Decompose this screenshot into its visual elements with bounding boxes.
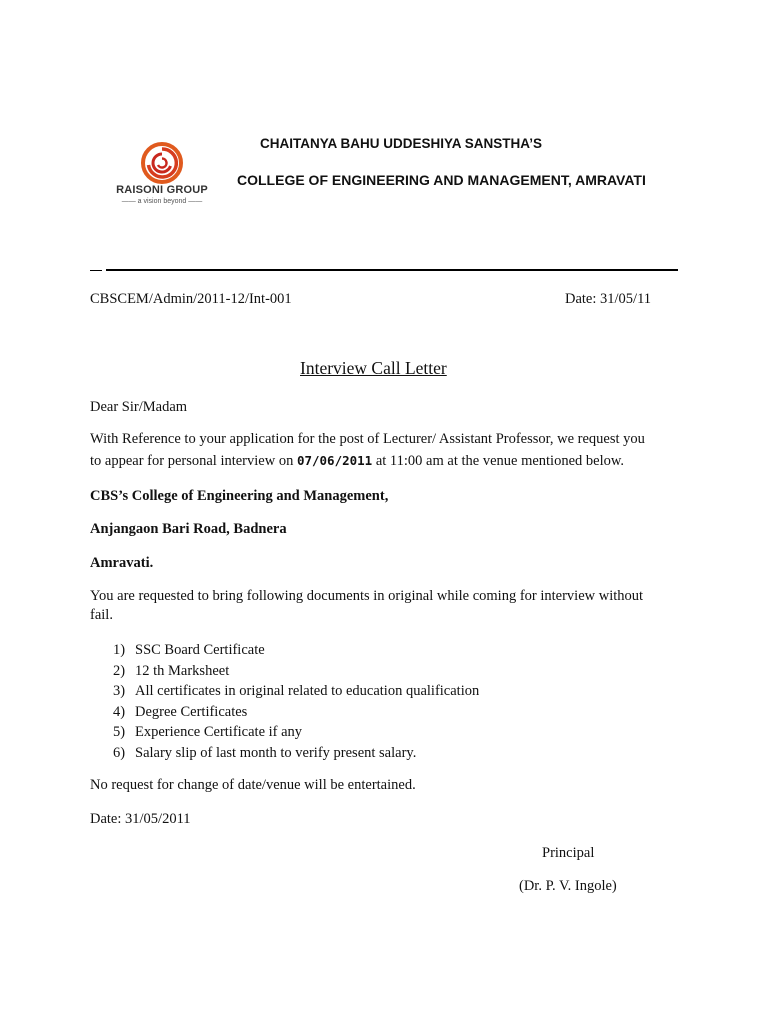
list-item: 2) 12 th Marksheet xyxy=(113,662,230,679)
raisoni-group-logo xyxy=(112,140,212,210)
documents-list xyxy=(90,640,479,763)
venue-line-1: CBS’s College of Engineering and Management, xyxy=(90,488,389,504)
college-name: COLLEGE OF ENGINEERING AND MANAGEMENT, AMRAVATI xyxy=(237,172,646,188)
reference-number: CBSCEM/Admin/2011-12/Int-001 xyxy=(90,291,292,307)
closing-date: Date: 31/05/2011 xyxy=(90,811,191,827)
list-item: 4) Degree Certificates xyxy=(113,703,248,720)
body-line-1: With Reference to your application for the post of Lecturer/ Assistant Professor, we request you xyxy=(90,431,645,447)
logo-tagline: —— a vision beyond —— xyxy=(121,198,203,205)
list-item: 5) Experience Certificate if any xyxy=(113,724,303,740)
body-line-2-pre: to appear for personal interview on xyxy=(90,453,297,469)
letter-title: Interview Call Letter xyxy=(300,358,447,378)
no-request-note: No request for change of date/venue will be entertained. xyxy=(90,777,416,793)
venue-line-3: Amravati. xyxy=(90,555,154,571)
docs-intro-line-1: You are requested to bring following documents in original while coming for interview without xyxy=(90,588,644,604)
logo-brand-text: RAISONI GROUP xyxy=(116,184,208,196)
docs-intro-line-2: fail. xyxy=(90,607,113,623)
list-item: 1) SSC Board Certificate xyxy=(113,642,265,658)
header-rule-short xyxy=(90,270,102,271)
spiral-logo-icon xyxy=(112,140,212,186)
body-line-2 xyxy=(90,453,624,470)
salutation: Dear Sir/Madam xyxy=(90,399,188,415)
header-divider xyxy=(106,269,678,271)
signatory-name: (Dr. P. V. Ingole) xyxy=(519,878,617,894)
org-name: CHAITANYA BAHU UDDESHIYA SANSTHA’S xyxy=(260,136,543,151)
signatory-title: Principal xyxy=(542,845,595,861)
list-item: 3) All certificates in original related to education qualification xyxy=(113,683,480,699)
interview-date: 07/06/2011 xyxy=(296,453,373,468)
body-line-2-post: at 11:00 am at the venue mentioned below. xyxy=(372,453,625,469)
list-item: 6) Salary slip of last month to verify present salary. xyxy=(113,744,417,761)
letter-date: Date: 31/05/11 xyxy=(565,291,652,307)
venue-line-2: Anjangaon Bari Road, Badnera xyxy=(90,521,287,537)
